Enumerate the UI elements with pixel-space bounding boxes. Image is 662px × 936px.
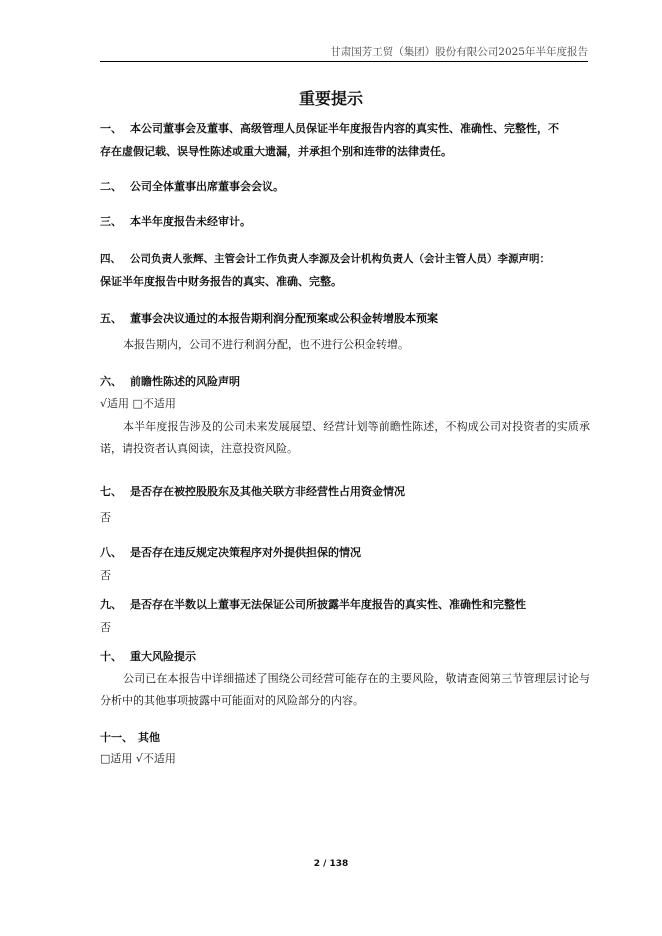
section-6-body: 本半年度报告涉及的公司未来发展展望、经营计划等前瞻性陈述，不构成公司对投资者的实质承诺，请投资者认真阅读，注意投资风险。 (100, 420, 590, 455)
page-title: 重要提示 (298, 89, 363, 108)
section-7-number: 七、 (100, 485, 122, 498)
section-7-heading-text: 是否存在被控股股东及其他关联方非经营性占用资金情况 (130, 485, 405, 498)
section-8-heading (100, 546, 590, 560)
section-8-heading-text: 是否存在违反规定决策程序对外提供担保的情况 (130, 546, 361, 559)
section-9-number: 九、 (100, 598, 122, 611)
section-1-number: 一、 (100, 122, 122, 135)
section-6-number: 六、 (100, 375, 122, 388)
section-8-answer: 否 (100, 569, 111, 582)
section-5-number: 五、 (100, 312, 122, 325)
section-10-number: 十、 (100, 650, 122, 663)
section-4-text-1: 公司负责人张辉、主管会计工作负责人李源及会计机构负责人（会计主管人员）李源声明： (130, 253, 550, 265)
section-4-line-2: 保证半年度报告中财务报告的真实、准确、完整。 (100, 275, 342, 288)
header-rule (100, 61, 588, 62)
section-6-heading (100, 375, 590, 389)
section-7-answer: 否 (100, 511, 111, 524)
section-3-number: 三、 (100, 215, 122, 228)
section-11-heading-text: 其他 (138, 731, 160, 744)
section-9-heading-text: 是否存在半数以上董事无法保证公司所披露半年度报告的真实性、准确性和完整性 (130, 598, 526, 611)
section-6-options: √适用 □不适用 (100, 397, 176, 410)
section-9-heading (100, 598, 590, 612)
section-10-heading-text: 重大风险提示 (130, 650, 196, 663)
section-3 (100, 215, 590, 229)
running-header: 甘肃国芳工贸（集团）股份有限公司2025年半年度报告 (330, 46, 588, 58)
section-11-options: □适用 √不适用 (100, 752, 176, 765)
section-5-heading-text: 董事会决议通过的本报告期利润分配预案或公积金转增股本预案 (130, 312, 438, 325)
section-5-body: 本报告期内，公司不进行利润分配，也不进行公积金转增。 (123, 338, 409, 351)
section-5-heading (100, 312, 590, 326)
section-2 (100, 180, 590, 194)
section-6-heading-text: 前瞻性陈述的风险声明 (130, 375, 240, 388)
section-8-number: 八、 (100, 546, 122, 559)
page-number: 2 / 138 (313, 859, 349, 869)
section-4-line-1 (100, 252, 590, 266)
section-3-text: 本半年度报告未经审计。 (130, 215, 251, 228)
section-11-number: 十一、 (100, 731, 133, 744)
section-1-text-1: 本公司董事会及董事、高级管理人员保证半年度报告内容的真实性、准确性、完整性，不 (130, 122, 559, 135)
section-7-heading (100, 485, 590, 499)
section-4-number: 四、 (100, 253, 121, 265)
section-10-body: 公司已在本报告中详细描述了围绕公司经营可能存在的主要风险，敬请查阅第三节管理层讨论与分析中的其他事项披露中可能面对的风险部分的内容。 (100, 672, 590, 707)
section-11-heading (100, 731, 590, 745)
section-2-number: 二、 (100, 180, 122, 193)
section-1-line-2: 存在虚假记载、误导性陈述或重大遗漏，并承担个别和连带的法律责任。 (100, 145, 452, 158)
section-2-text: 公司全体董事出席董事会会议。 (130, 180, 284, 193)
section-10-heading (100, 650, 590, 664)
section-1-line-1 (100, 122, 590, 136)
section-9-answer: 否 (100, 621, 111, 634)
